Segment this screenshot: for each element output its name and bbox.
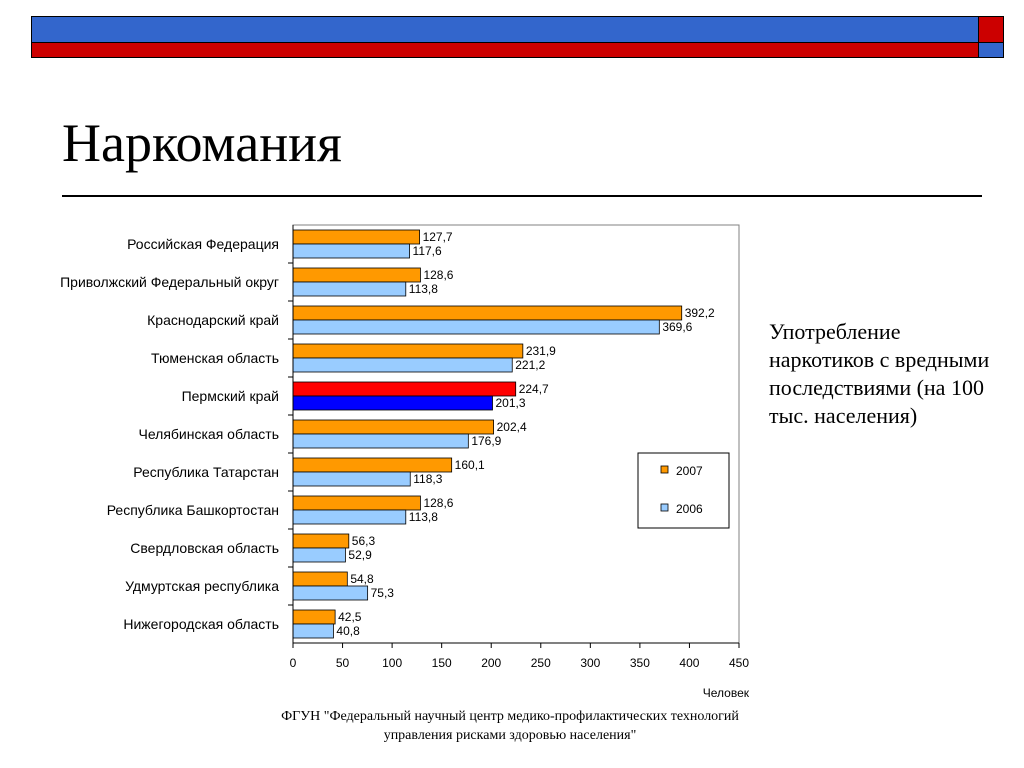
bar-2007 [293,458,452,472]
bar-2006 [293,282,406,296]
value-label-2006: 75,3 [370,586,394,600]
x-tick-label: 0 [289,656,297,670]
value-label-2006: 369,6 [662,320,693,334]
bar-2007 [293,306,682,320]
footer-line-2: управления рисками здоровью населения" [383,728,637,743]
bar-2006 [293,472,410,486]
value-label-2006: 118,3 [413,472,443,486]
value-label-2007: 127,7 [422,230,453,244]
bar-2007 [293,420,494,434]
source-footer [230,707,790,745]
value-label-2007: 128,6 [423,268,454,282]
category-label: Тюменская область [151,350,279,366]
category-label: Нижегородская область [123,616,279,632]
category-label: Приволжский Федеральный округ [60,274,279,290]
category-label: Удмуртская республика [125,578,279,594]
x-tick-label: 450 [728,656,750,670]
bar-2007 [293,382,516,396]
legend-swatch-2007 [661,466,668,473]
slide-title: Наркомания [62,113,342,173]
bar-2006 [293,320,659,334]
bar-2007 [293,230,420,244]
value-label-2007: 160,1 [454,458,485,472]
x-tick-label: 350 [629,656,650,670]
bar-2007 [293,496,420,510]
bar-2006 [293,586,368,600]
value-label-2007: 54,8 [350,572,374,586]
value-label-2007: 128,6 [423,496,454,510]
bar-2006 [293,548,345,562]
bar-2006 [293,434,468,448]
side-note: Употребление наркотиков с вредными последствиями (на 100 тыс. населения) [769,319,990,428]
x-tick-label: 400 [679,656,700,670]
category-label: Пермский край [181,388,279,404]
value-label-2006: 113,8 [408,282,438,296]
bar-2007 [293,534,349,548]
bar-2006 [293,244,410,258]
value-label-2006: 40,8 [336,624,360,638]
category-label: Свердловская область [130,540,279,556]
legend [638,453,729,528]
bar-2006 [293,396,493,410]
bar-2006 [293,358,512,372]
value-label-2007: 392,2 [684,306,715,320]
value-label-2007: 202,4 [496,420,527,434]
category-label: Республика Башкортостан [106,502,279,518]
x-axis-title: Человек [702,686,749,700]
x-tick-label: 200 [481,656,502,670]
value-label-2006: 117,6 [412,244,442,258]
bar-2007 [293,268,420,282]
bar-2006 [293,510,406,524]
value-label-2007: 56,3 [351,534,376,548]
legend-label-2007: 2007 [676,464,703,478]
x-tick-label: 100 [382,656,403,670]
bar-2007 [293,344,523,358]
value-label-2006: 221,2 [515,358,546,372]
bar-2006 [293,624,333,638]
category-label: Российская Федерация [127,236,279,252]
x-tick-label: 50 [335,656,350,670]
category-label: Республика Татарстан [133,464,279,480]
value-label-2006: 176,9 [471,434,502,448]
footer-line-1: ФГУН "Федеральный научный центр медико-профилактических технологий [281,709,739,724]
category-label: Челябинская область [138,426,279,442]
value-label-2007: 224,7 [518,382,549,396]
value-label-2007: 42,5 [338,610,362,624]
legend-label-2006: 2006 [676,502,703,516]
bar-2007 [293,572,347,586]
x-tick-label: 250 [530,656,551,670]
x-tick-label: 150 [431,656,452,670]
category-label: Краснодарский край [147,312,279,328]
legend-swatch-2006 [661,504,668,511]
x-tick-label: 300 [580,656,601,670]
value-label-2006: 113,8 [408,510,438,524]
bar-2007 [293,610,335,624]
value-label-2007: 231,9 [525,344,556,358]
value-label-2006: 52,9 [348,548,372,562]
value-label-2006: 201,3 [495,396,526,410]
